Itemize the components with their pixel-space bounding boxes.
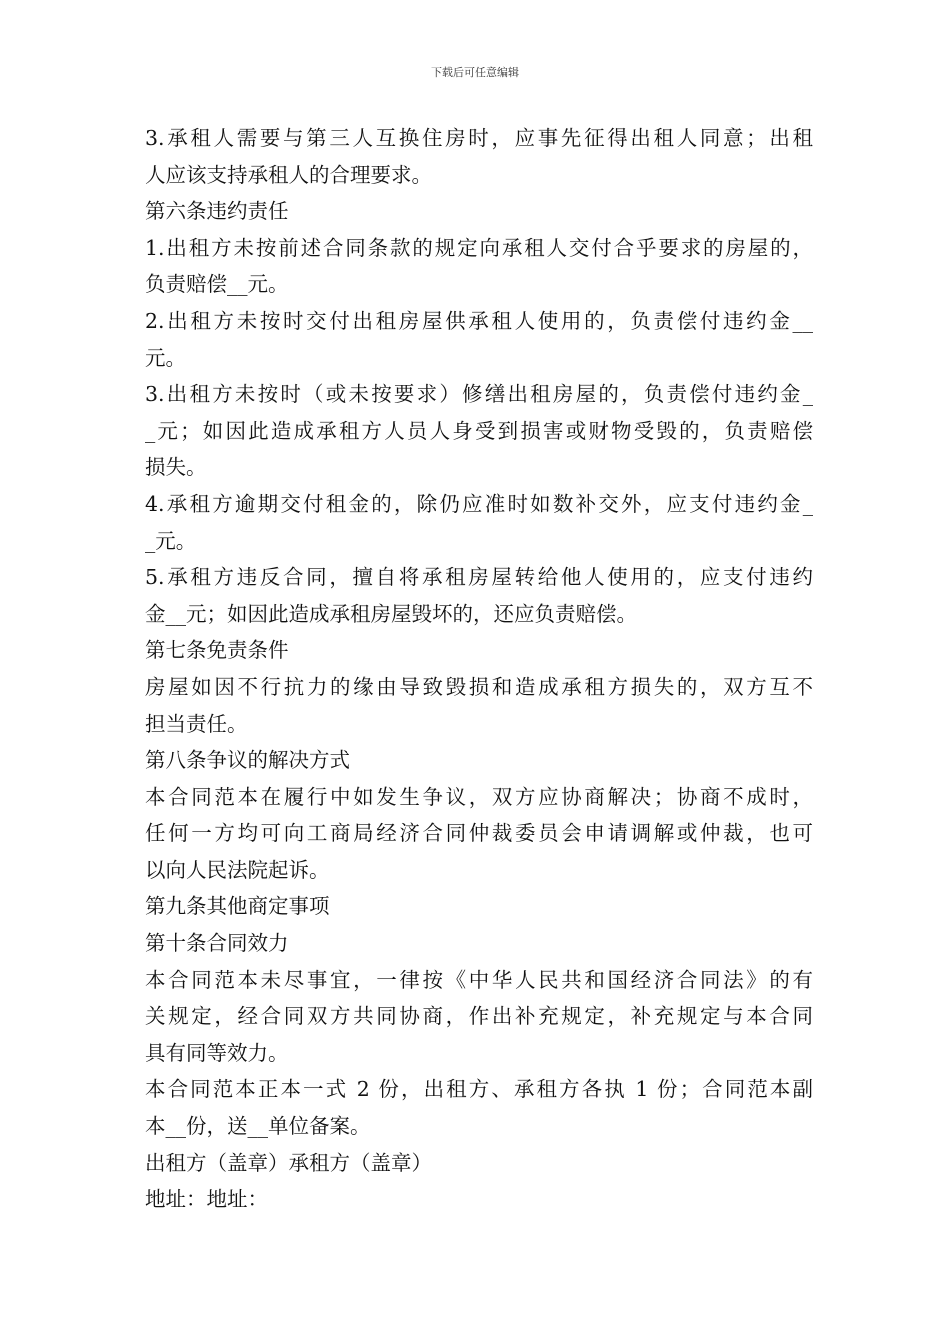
text-line: _元；如因此造成承租方人员人身受到损害或财物受毁的，负责赔偿 [145,418,813,443]
text-line: 人应该支持承租人的合理要求。 [145,162,432,187]
text-line: 本合同范本未尽事宜，一律按《中华人民共和国经济合同法》的有 [145,967,813,992]
text-line: 3.出租方未按时（或未按要求）修缮出租房屋的，负责偿付违约金_ [145,382,813,407]
text-line: 房屋如因不行抗力的缘由导致毁损和造成承租方损失的，双方互不 [145,674,813,699]
text-line: 元。 [145,345,186,370]
text-line: 地址：地址： [145,1187,268,1212]
text-line: 本__份，送__单位备案。 [145,1114,371,1139]
text-line: 第十条合同效力 [145,931,289,956]
text-line: 以向人民法院起诉。 [145,857,330,882]
text-line: 金__元；如因此造成承租房屋毁坏的，还应负责赔偿。 [145,601,637,626]
document-body [145,120,813,1218]
text-line: 第七条免责条件 [145,638,289,663]
text-line: 4.承租方逾期交付租金的，除仍应准时如数补交外，应支付违约金_ [145,491,813,516]
text-line: 负责赔偿__元。 [145,272,289,297]
text-line: 第八条争议的解决方式 [145,748,350,773]
text-line: 5.承租方违反合同，擅自将承租房屋转给他人使用的，应支付违约 [145,565,813,590]
text-line: 担当责任。 [145,711,248,736]
text-line: 1.出租方未按前述合同条款的规定向承租人交付合乎要求的房屋的， [145,235,813,260]
text-line: 出租方（盖章）承租方（盖章） [145,1150,432,1175]
page-header: 下载后可任意编辑 [431,66,519,79]
text-line: 第九条其他商定事项 [145,894,330,919]
text-line: _元。 [145,528,197,553]
text-line: 关规定，经合同双方共同协商，作出补充规定，补充规定与本合同 [145,1004,813,1029]
text-line: 第六条违约责任 [145,199,289,224]
text-line: 2.出租方未按时交付出租房屋供承租人使用的，负责偿付违约金__ [145,308,813,333]
text-line: 任何一方均可向工商局经济合同仲裁委员会申请调解或仲裁，也可 [145,821,813,846]
text-line: 本合同范本正本一式 2 份，出租方、承租方各执 1 份；合同范本副 [145,1077,813,1102]
text-line: 具有同等效力。 [145,1040,289,1065]
text-line: 损失。 [145,455,207,480]
text-line: 本合同范本在履行中如发生争议，双方应协商解决；协商不成时， [145,784,813,809]
text-line: 3.承租人需要与第三人互换住房时，应事先征得出租人同意；出租 [145,126,813,150]
